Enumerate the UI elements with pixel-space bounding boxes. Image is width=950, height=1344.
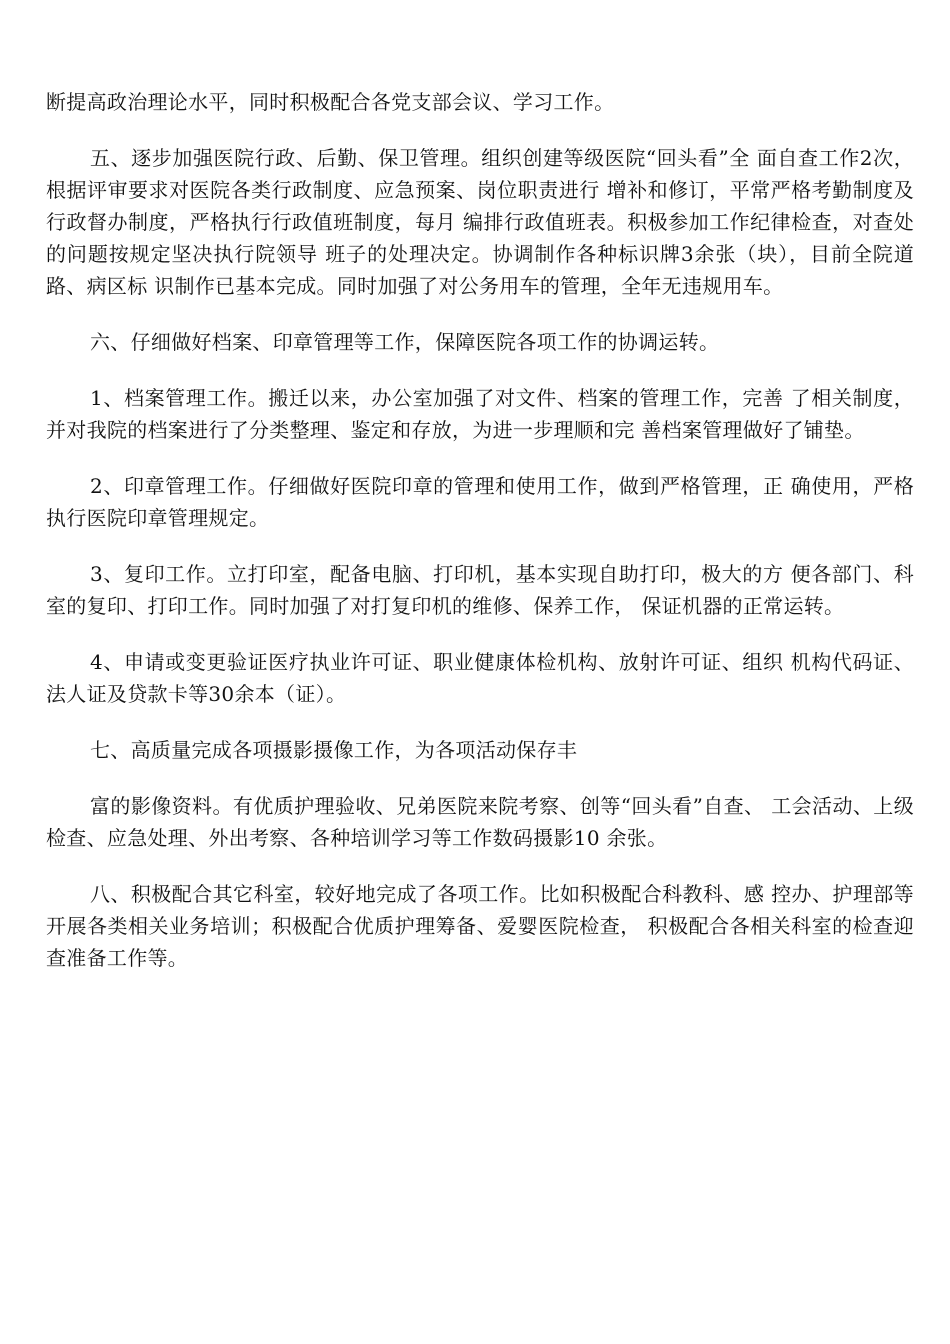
paragraph-license-application: 4、申请或变更验证医疗执业许可证、职业健康体检机构、放射许可证、组织 机构代码证、法人证及贷款卡等30余本（证）。 [46, 650, 914, 706]
paragraph-copying-work: 3、复印工作。立打印室，配备电脑、打印机，基本实现自助打印，极大的方 便各部门、科室的复印、打印工作。同时加强了对打复印机的维修、保养工作， 保证机器的正常运转。 [46, 562, 914, 618]
document-body [46, 86, 914, 998]
paragraph-seal-management: 2、印章管理工作。仔细做好医院印章的管理和使用工作，做到严格管理，正 确使用，严格执行医院印章管理规定。 [46, 474, 914, 530]
paragraph-cooperation: 八、积极配合其它科室，较好地完成了各项工作。比如积极配合科教科、感 控办、护理部等开展各类相关业务培训；积极配合优质护理筹备、爱婴医院检查， 积极配合各相关科室的检查迎查准备工作等。 [46, 882, 914, 970]
paragraph-political-study: 断提高政治理论水平，同时积极配合各党支部会议、学习工作。 [46, 90, 615, 114]
paragraph-admin-management: 五、逐步加强医院行政、后勤、保卫管理。组织创建等级医院“回头看”全 面自查工作2次，根据评审要求对医院各类行政制度、应急预案、岗位职责进行 增补和修订，平常严格考勤制度及行政督办制度，严格执行行政值班制度，每月 编排行政值班表。积极参加工作纪律检查，对查处的问题按规定坚决执行院领导 班子的处理决定。协调制作各种标识牌3余张（块），目前全院道路、病区标 识制作已基本完成。同时加强了对公务用车的管理，全年无违规用车。 [46, 146, 914, 298]
paragraph-archives-seals-heading: 六、仔细做好档案、印章管理等工作，保障医院各项工作的协调运转。 [90, 330, 720, 354]
paragraph-archives-management: 1、档案管理工作。搬迁以来，办公室加强了对文件、档案的管理工作，完善 了相关制度，并对我院的档案进行了分类整理、鉴定和存放，为进一步理顺和完 善档案管理做好了铺垫。 [46, 386, 914, 442]
paragraph-photography-heading: 七、高质量完成各项摄影摄像工作，为各项活动保存丰 [90, 738, 578, 762]
paragraph-photography-details: 富的影像资料。有优质护理验收、兄弟医院来院考察、创等“回头看”自查、 工会活动、上级检查、应急处理、外出考察、各种培训学习等工作数码摄影10 余张。 [46, 794, 914, 850]
